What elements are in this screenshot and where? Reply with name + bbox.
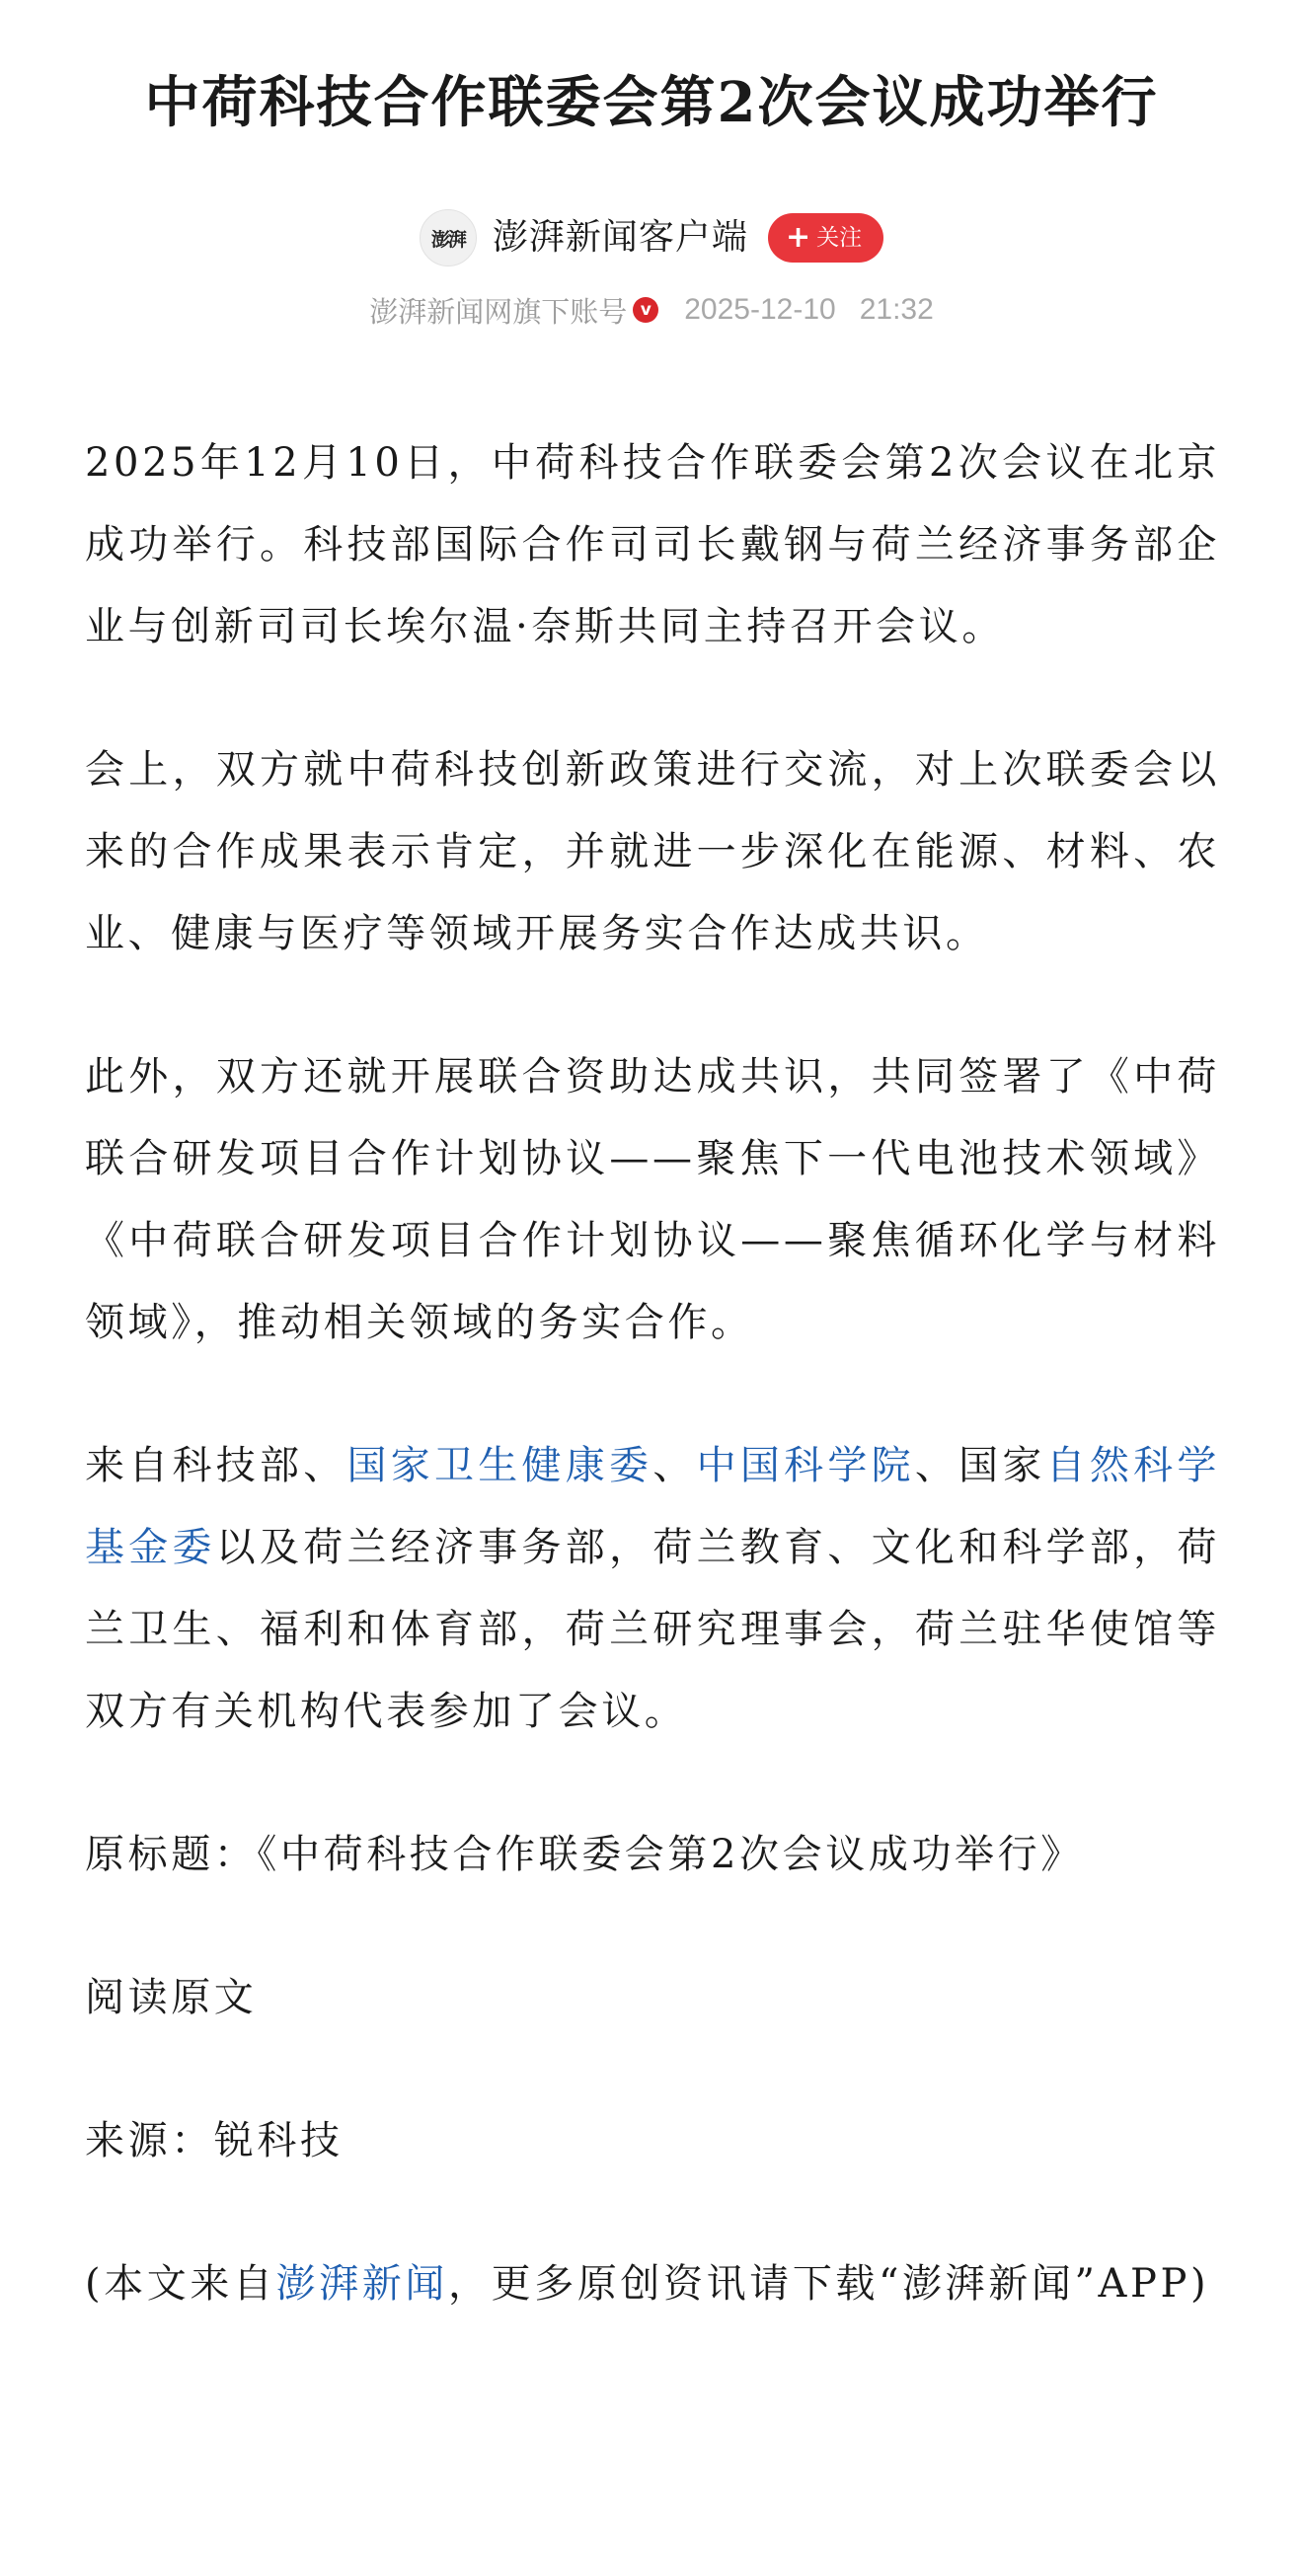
article-title: 中荷科技合作联委会第2次会议成功举行 xyxy=(144,70,1159,135)
follow-button[interactable] xyxy=(768,213,883,263)
paragraph-4-text-1: 来自科技部、 xyxy=(85,1443,347,1488)
paragraph-4-text-3: 、国家 xyxy=(914,1443,1046,1488)
link-thepaper[interactable]: 澎湃新闻 xyxy=(275,2261,449,2307)
article-body xyxy=(85,422,1220,2325)
paragraph-4-text-4: 以及荷兰经济事务部，荷兰教育、文化和科学部，荷兰卫生、福利和体育部，荷兰研究理事会，荷兰驻华使馆等双方有关机构代表参加了会议。 xyxy=(85,1525,1220,1734)
article-meta xyxy=(0,286,1303,334)
verified-icon: v xyxy=(633,297,658,323)
paragraph-1: 2025年12月10日，中荷科技合作联委会第2次会议在北京成功举行。科技部国际合作司司长戴钢与荷兰经济事务部企业与创新司司长埃尔温·奈斯共同主持召开会议。 xyxy=(85,440,1220,649)
footer-text-1: (本文来自 xyxy=(85,2261,276,2307)
link-natural-science-foundation[interactable]: 自然科学基金委 xyxy=(85,1443,1220,1570)
footer-note xyxy=(85,2243,1220,2325)
link-chinese-academy-of-sciences[interactable]: 中国科学院 xyxy=(696,1443,915,1488)
source-line: 来源：锐科技 xyxy=(85,2118,344,2163)
paragraph-2: 会上，双方就中荷科技创新政策进行交流，对上次联委会以来的合作成果表示肯定，并就进一步深化在能源、材料、农业、健康与医疗等领域开展务实合作达成共识。 xyxy=(85,747,1220,956)
publish-time: 21:32 xyxy=(859,293,934,326)
paragraph-3: 此外，双方还就开展联合资助达成共识，共同签署了《中荷联合研发项目合作计划协议——聚焦下一代电池技术领域》《中荷联合研发项目合作计划协议——聚焦循环化学与材料领域》，推动相关领域的务实合作。 xyxy=(85,1054,1220,1345)
paragraph-4 xyxy=(85,1425,1220,1753)
account-name[interactable]: 澎湃新闻客户端 xyxy=(492,217,748,258)
read-original-link[interactable]: 阅读原文 xyxy=(85,1975,258,2020)
account-logo[interactable]: 澎湃 xyxy=(420,209,477,266)
publish-date: 2025-12-10 xyxy=(684,293,836,326)
paragraph-4-text-2: 、 xyxy=(652,1443,697,1488)
follow-label: 关注 xyxy=(816,225,863,251)
account-row xyxy=(0,205,1303,270)
original-title: 原标题：《中荷科技合作联委会第2次会议成功举行》 xyxy=(85,1832,1084,1877)
link-national-health-commission[interactable]: 国家卫生健康委 xyxy=(346,1443,653,1488)
plus-icon: + xyxy=(785,220,811,255)
footer-text-2: ，更多原创资讯请下载“澎湃新闻”APP) xyxy=(448,2261,1210,2307)
account-subline: 澎湃新闻网旗下账号 xyxy=(369,294,628,329)
